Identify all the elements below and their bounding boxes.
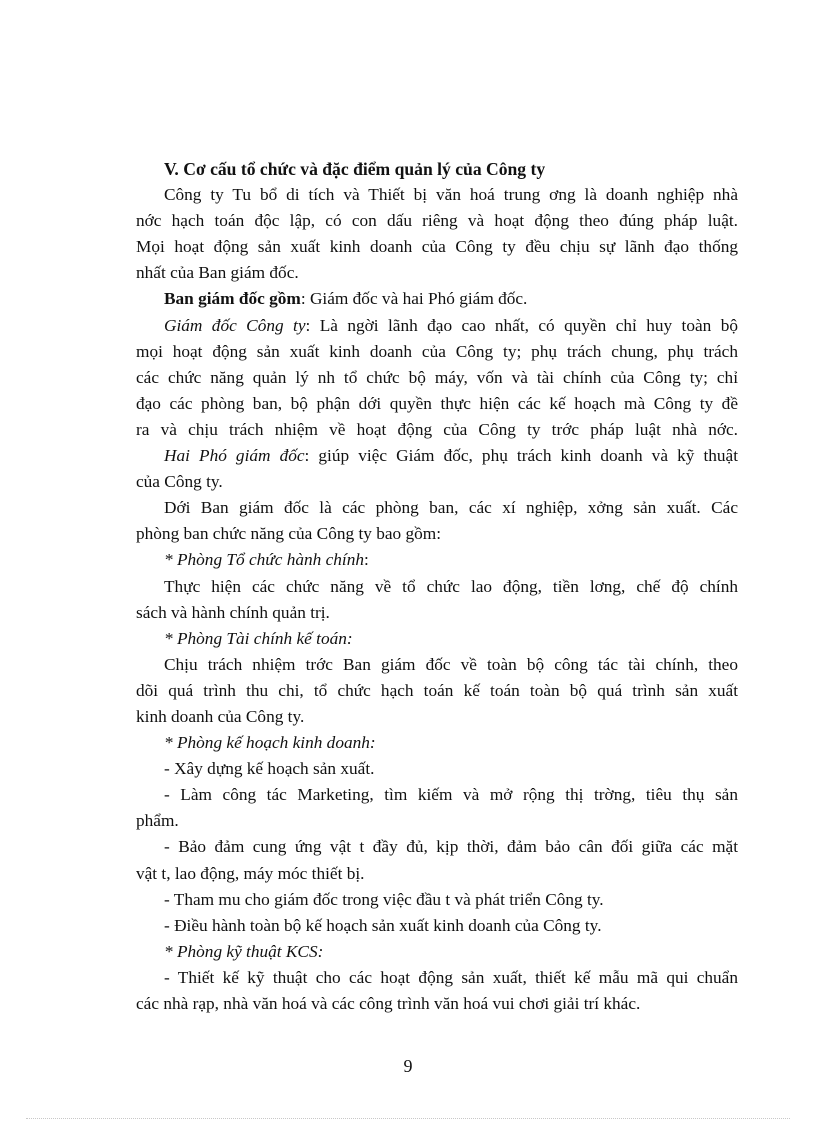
- tech-dept-title: * Phòng kỹ thuật KCS:: [164, 941, 324, 961]
- plan-item: - Điều hành toàn bộ kế hoạch sản xuất kinh doanh của Công ty.: [164, 915, 602, 935]
- text-line: nớc hạch toán độc lập, có con dấu riêng và hoạt động theo đúng pháp luật.: [136, 211, 738, 231]
- tech-dept-paragraph: [136, 965, 738, 1017]
- page-break-divider: [26, 1118, 790, 1119]
- text-line: vật t, lao động, máy móc thiết bị.: [136, 863, 365, 883]
- page-content: [136, 156, 738, 1017]
- text-line: dõi quá trình thu chi, tổ chức hạch toán kế toán toàn bộ quá trình sản xuất: [136, 680, 738, 700]
- text-line: phòng ban chức năng của Công ty bao gồm:: [136, 524, 442, 544]
- deputy-label: Hai Phó giám đốc: [164, 446, 305, 466]
- director-text: : Là ngời lãnh đạo cao nhất, có quyền chỉ huy toàn bộ: [305, 315, 738, 335]
- deputy-text: : giúp việc Giám đốc, phụ trách kinh doanh và kỹ thuật: [304, 446, 738, 466]
- text-line: phẩm.: [136, 811, 179, 831]
- text-line: của Công ty.: [136, 472, 223, 492]
- text-line: nhất của Ban giám đốc.: [136, 263, 299, 283]
- plan-item: [136, 782, 738, 834]
- org-dept-title-line: [136, 547, 738, 573]
- board-paragraph: [136, 286, 738, 312]
- board-label: Ban giám đốc gồm: [164, 289, 301, 309]
- text-line: Thực hiện các chức năng về tổ chức lao động, tiền lơng, chế độ chính: [164, 576, 738, 596]
- director-paragraph: [136, 313, 738, 443]
- text-line: các nhà rạp, nhà văn hoá và các công trình văn hoá vui chơi giải trí khác.: [136, 994, 641, 1013]
- finance-dept-paragraph: [136, 652, 738, 730]
- plan-item: - Tham mu cho giám đốc trong việc đầu t và phát triển Công ty.: [164, 889, 604, 909]
- plan-dept-title: * Phòng kế hoạch kinh doanh:: [164, 733, 376, 753]
- text-line: [136, 443, 738, 469]
- text-line: kinh doanh của Công ty.: [136, 706, 305, 726]
- finance-dept-title: * Phòng Tài chính kế toán:: [164, 628, 353, 648]
- text-line: Chịu trách nhiệm trớc Ban giám đốc về toàn bộ công tác tài chính, theo: [164, 654, 738, 674]
- text-line: - Thiết kế kỹ thuật cho các hoạt động sản xuất, thiết kế mẫu mã qui chuẩn: [164, 967, 738, 987]
- org-dept-paragraph: [136, 574, 738, 626]
- text-line: [136, 313, 738, 339]
- text-line: mọi hoạt động sản xuất kinh doanh của Công ty; phụ trách chung, phụ trách: [136, 341, 738, 361]
- text-line: - Làm công tác Marketing, tìm kiếm và mở rộng thị trờng, tiêu thụ sản: [164, 785, 738, 805]
- text-line: sách và hành chính quản trị.: [136, 602, 330, 622]
- text-line: Mọi hoạt động sản xuất kinh doanh của Công ty đều chịu sự lãnh đạo thống: [136, 237, 738, 257]
- board-text: : Giám đốc và hai Phó giám đốc.: [300, 289, 528, 309]
- plan-item: [136, 834, 738, 886]
- text-line: đạo các phòng ban, bộ phận dới quyền thực hiện các kế hoạch mà Công ty đề: [136, 393, 738, 413]
- text-line: ra và chịu trách nhiệm về hoạt động của Công ty trớc pháp luật nhà nớc.: [136, 419, 738, 439]
- plan-item: - Xây dựng kế hoạch sản xuất.: [164, 759, 375, 779]
- below-board-paragraph: [136, 495, 738, 547]
- org-dept-colon: :: [363, 550, 369, 570]
- director-label: Giám đốc Công ty: [164, 315, 306, 335]
- text-line: Công ty Tu bổ di tích và Thiết bị văn hoá trung ơng là doanh nghiệp nhà: [164, 185, 738, 205]
- intro-paragraph: [136, 182, 738, 286]
- text-line: - Bảo đảm cung ứng vật t đầy đủ, kịp thời, đảm bảo cân đối giữa các mặt: [164, 837, 738, 857]
- text-line: các chức năng quản lý nh tổ chức bộ máy, vốn và tài chính của Công ty; chỉ: [136, 367, 738, 387]
- org-dept-title: * Phòng Tổ chức hành chính: [164, 550, 364, 570]
- section-heading: V. Cơ cấu tổ chức và đặc điểm quản lý của Công ty: [164, 159, 546, 179]
- deputy-paragraph: [136, 443, 738, 495]
- page-number: 9: [403, 1056, 413, 1076]
- text-line: Dới Ban giám đốc là các phòng ban, các xí nghiệp, xởng sản xuất. Các: [164, 498, 738, 518]
